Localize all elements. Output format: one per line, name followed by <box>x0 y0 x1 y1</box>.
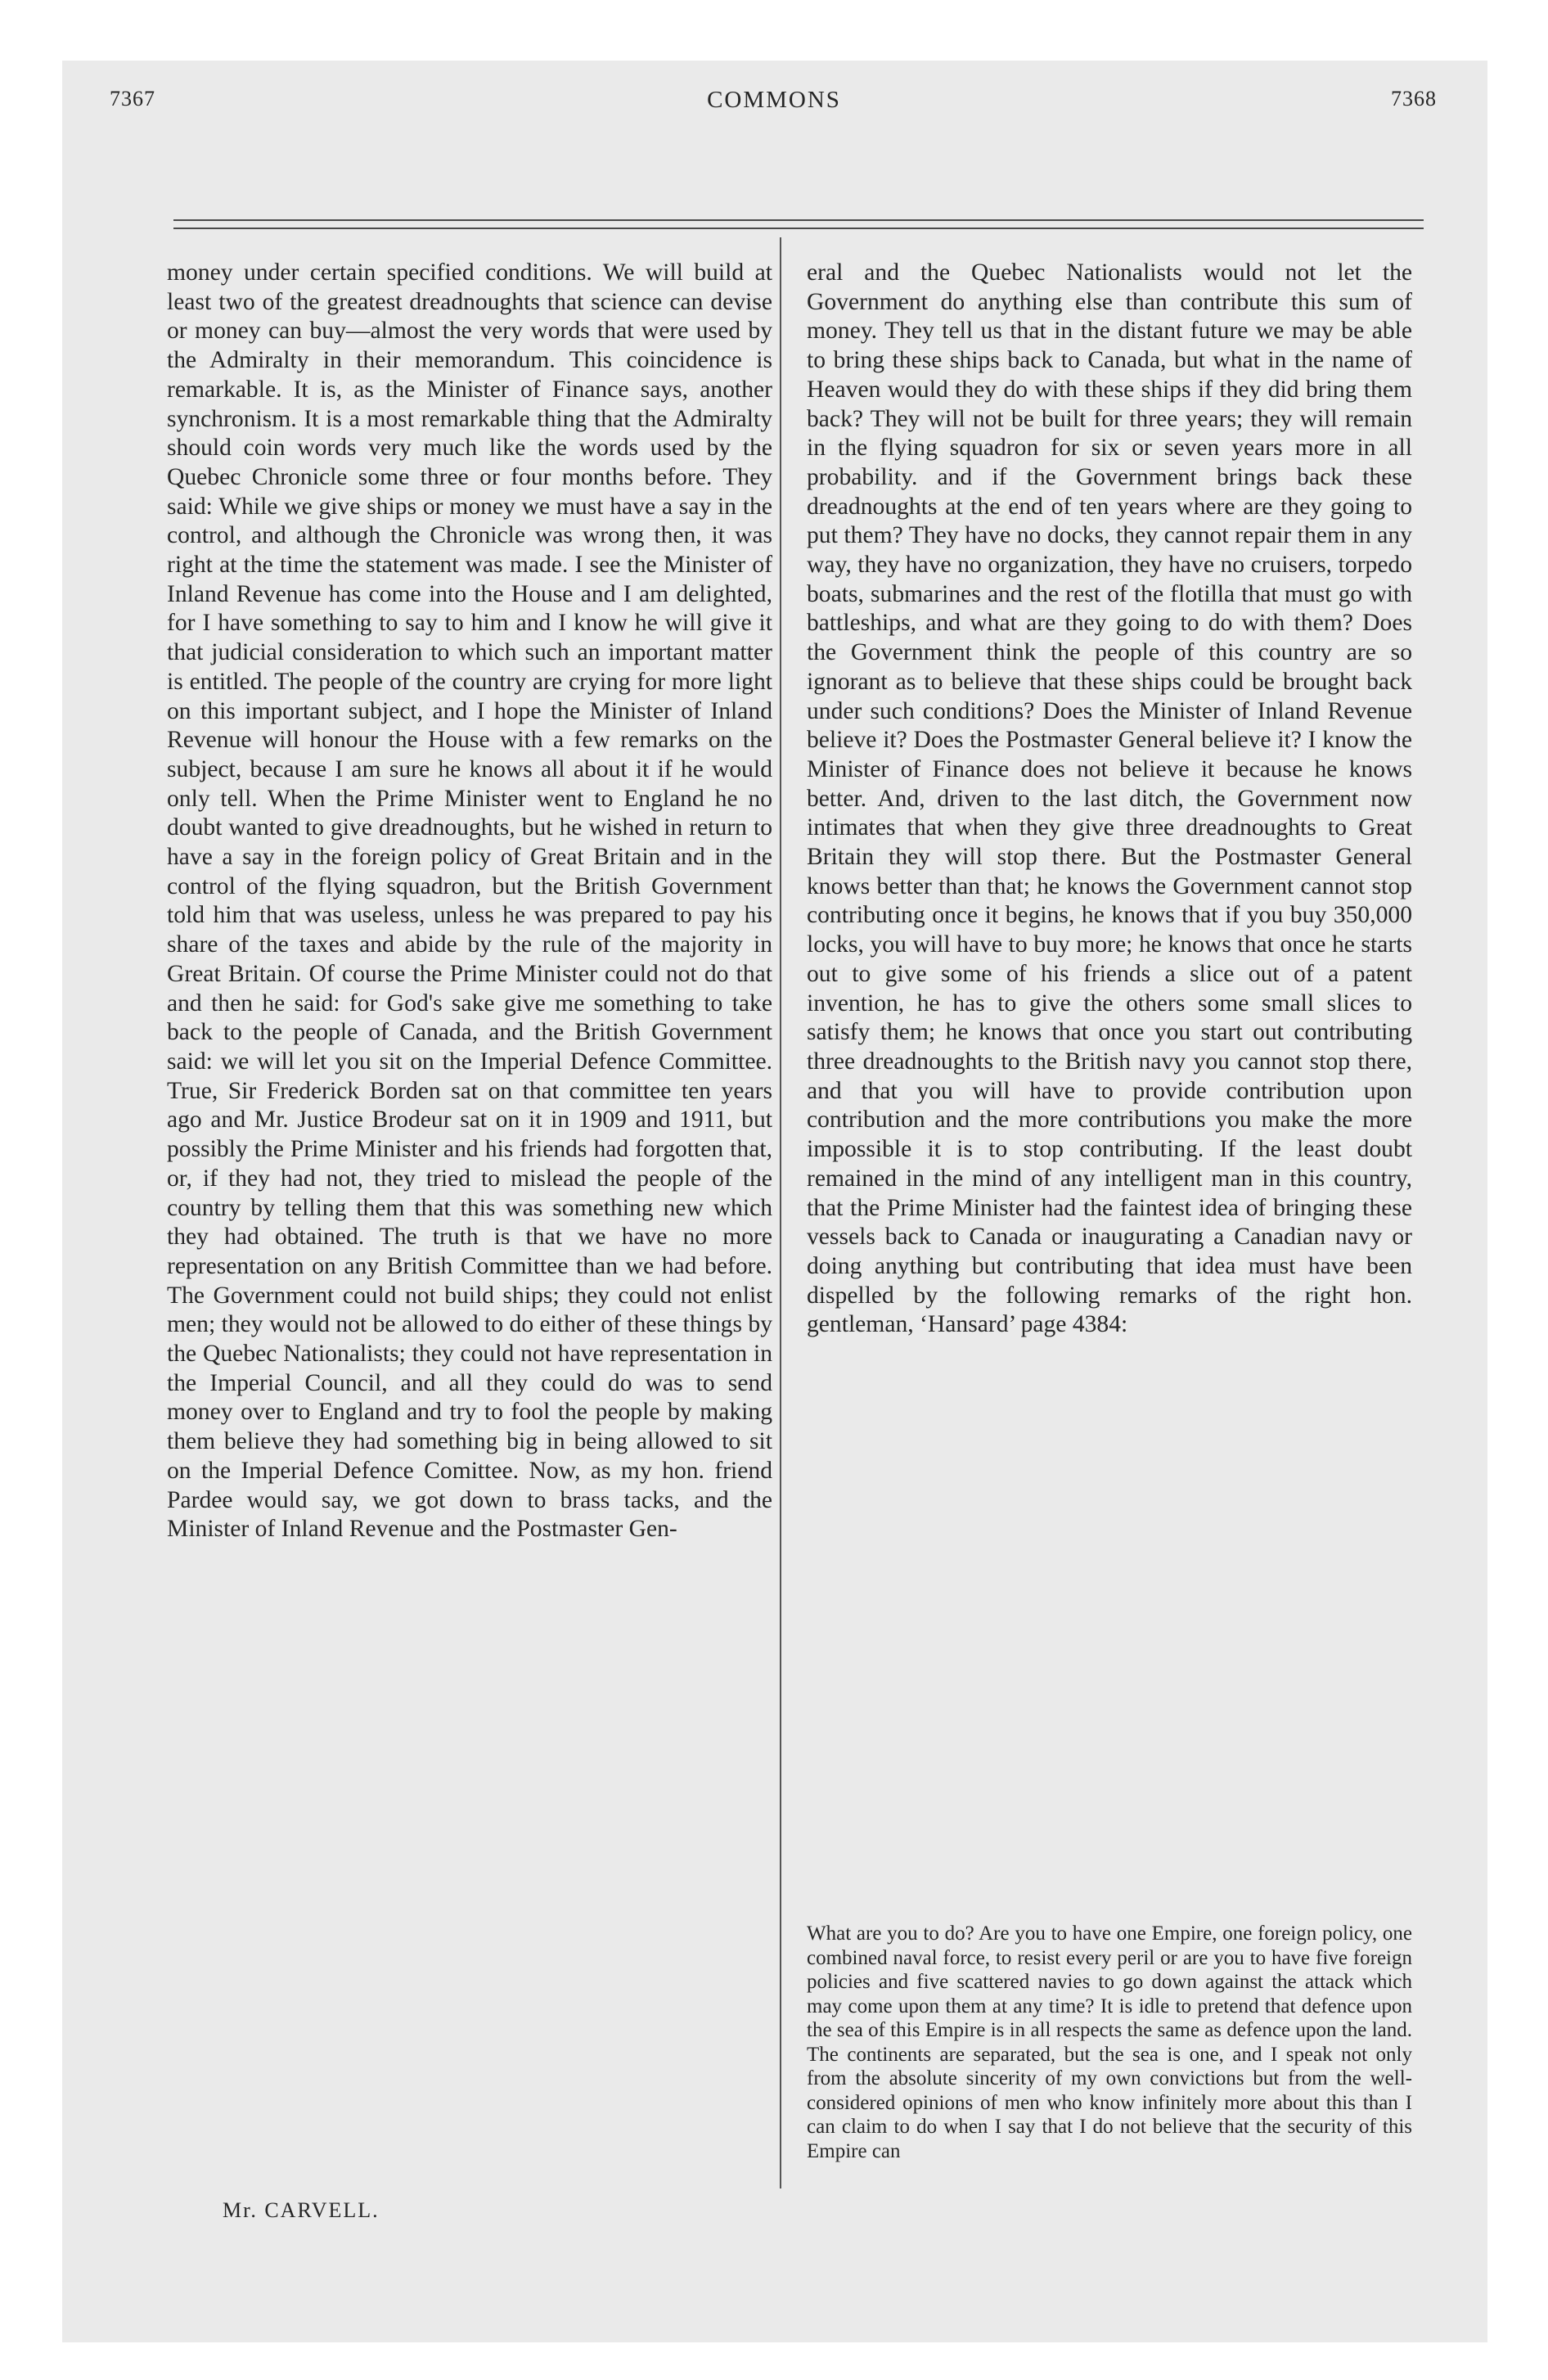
header-rule-top <box>173 219 1424 221</box>
running-header-title: COMMONS <box>707 87 841 113</box>
header-rule-bottom <box>173 228 1424 229</box>
column-divider <box>780 237 781 2188</box>
left-column-text: money under certain specified conditions. We will build at least two of the greatest dreadnoughts that science can devise or money can buy—almost the very words that were used by the Admiralty in their memorandum. This coincidence is remarkable. It is, as the Minister of Finance says, another synchronism. It is a most remarkable thing that the Admiralty should coin words very much like the words used by the Quebec Chronicle some three or four months before. They said: While we give ships or money we must have a say in the control, and although the Chronicle was wrong then, it was right at the time the statement was made. I see the Minister of Inland Revenue has come into the House and I am delighted, for I have something to say to him and I know he will give it that judicial consideration to which such an important matter is entitled. The people of the country are crying for more light on this important subject, and I hope the Minister of Inland Revenue will honour the House with a few remarks on the subject, because I am sure he knows all about it if he would only tell. When the Prime Minister went to England he no doubt wanted to give dreadnoughts, but he wished in return to have a say in the foreign policy of Great Britain and in the control of the flying squadron, but the British Government told him that was useless, unless he was prepared to pay his share of the taxes and abide by the rule of the majority in Great Britain. Of course the Prime Minister could not do that and then he said: for God's sake give me something to take back to the people of Canada, and the British Government said: we will let you sit on the Imperial Defence Committee. True, Sir Frederick Borden sat on that committee ten years ago and Mr. Justice Brodeur sat on it in 1909 and 1911, but possibly the Prime Minister and his friends had forgotten that, or, if they had not, they tried to mislead the people of the country by telling them that this was something new which they had obtained. The truth is that we have no more representation on any British Committee than we had before. The Government could not build ships; they could not enlist men; they would not be allowed to do either of these things by the Quebec Nationalists; they could not have representation in the Imperial Council, and all they could do was to send money over to England and try to fool the people by making them believe they had something big in being allowed to sit on the Imperial Defence Comittee. Now, as my hon. friend Pardee would say, we got down to brass tacks, and the Minister of Inland Revenue and the Postmaster Gen- <box>167 259 772 1543</box>
block-quote: What are you to do? Are you to have one Empire, one foreign policy, one combined naval force, to resist every peril or are you to have five foreign policies and five scattered navies to go down against the attack which may come upon them at any time? It is idle to pretend that defence upon the sea of this Empire is in all respects the same as defence upon the land. The continents are separated, but the sea is one, and I speak not only from the absolute sincerity of my own convictions but from the well-considered opinions of men who know infinitely more about this than I can claim to do when I say that I do not believe that the security of this Empire can <box>807 1922 1412 2162</box>
right-column-text: eral and the Quebec Nationalists would not let the Government do anything else than contribute this sum of money. They tell us that in the distant future we may be able to bring these ships back to Canada, but what in the name of Heaven would they do with these ships if they did bring them back? They will not be built for three years; they will remain in the flying squadron for six or seven years more in all probability. and if the Government brings back these dreadnoughts at the end of ten years where are they going to put them? They have no docks, they cannot repair them in any way, they have no organization, they have no cruisers, torpedo boats, submarines and the rest of the flotilla that must go with battleships, and what are they going to do with them? Does the Government think the people of this country are so ignorant as to believe that these ships could be brought back under such conditions? Does the Minister of Inland Revenue believe it? Does the Postmaster General believe it? I know the Minister of Finance does not believe it because he knows better. And, driven to the last ditch, the Government now intimates that when they give three dreadnoughts to Great Britain they will stop there. But the Postmaster General knows better than that; he knows the Government cannot stop contributing once it begins, he knows that if you buy 350,000 locks, you will have to buy more; he knows that once he starts out to give some of his friends a slice out of a patent invention, he has to give the others some small slices to satisfy them; he knows that once you start out contributing three dreadnoughts to the British navy you cannot stop there, and that you will have to provide contribution upon contribution and the more contributions you make the more impossible it is to stop contributing. If the least doubt remained in the mind of any intelligent man in this country, that the Prime Minister had the faintest idea of bringing these vessels back to Canada or inaugurating a Canadian navy or doing anything but contributing that idea must have been dispelled by the following remarks of the right hon. gentleman, ‘Hansard’ page 4384: <box>807 259 1412 1338</box>
page-number-left: 7367 <box>110 87 155 110</box>
page-number-right: 7368 <box>1391 87 1437 110</box>
speaker-footer: Mr. CARVELL. <box>223 2198 380 2222</box>
